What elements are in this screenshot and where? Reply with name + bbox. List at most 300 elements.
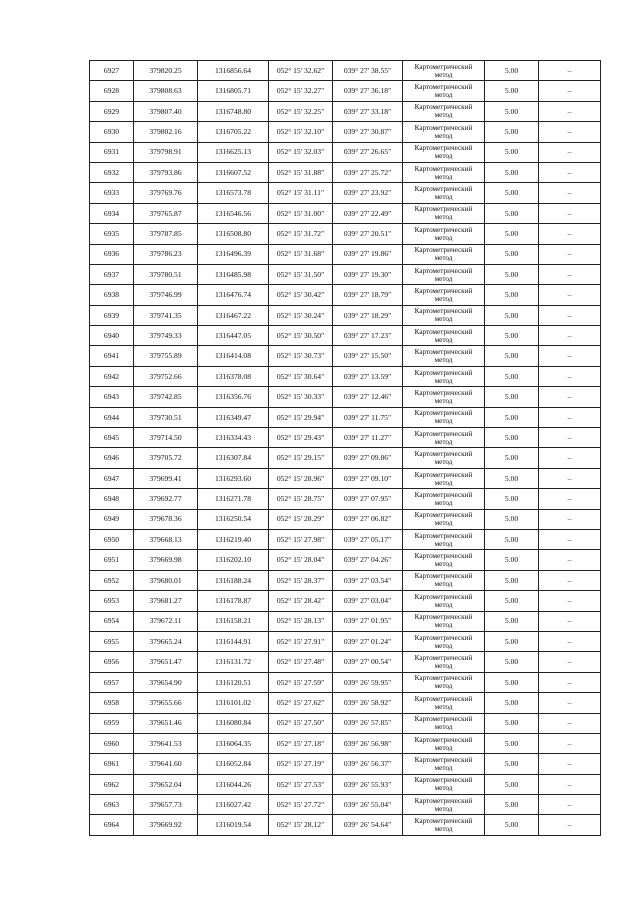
x-coordinate-cell: 379699.41 [134,468,198,488]
y-coordinate-cell: 1316447.05 [198,326,269,346]
method-cell [403,652,485,672]
x-coordinate-cell: 379678.36 [134,509,198,529]
table-row [90,529,601,549]
table-row [90,448,601,468]
y-coordinate-cell: 1316052.84 [198,754,269,774]
dash-cell: – [539,387,601,407]
dash-cell: – [539,142,601,162]
longitude-cell: 039° 27' 05.17" [333,529,403,549]
x-coordinate-cell: 379741.35 [134,305,198,325]
method-line2: метод [434,560,453,569]
dash-cell: – [539,631,601,651]
longitude-cell: 039° 27' 26.65" [333,142,403,162]
method-line2: метод [434,763,453,772]
y-coordinate-cell: 1316178.87 [198,591,269,611]
method-cell [403,591,485,611]
x-coordinate-cell: 379765.87 [134,203,198,223]
x-coordinate-cell: 379820.25 [134,61,198,81]
x-coordinate-cell: 379769.76 [134,183,198,203]
accuracy-cell: 5.00 [485,652,539,672]
dash-cell: – [539,489,601,509]
latitude-cell: 052° 15' 32.10" [269,122,333,142]
method-cell [403,224,485,244]
accuracy-cell: 5.00 [485,550,539,570]
table-row [90,203,601,223]
method-cell [403,183,485,203]
method-line1: Картометрический [414,266,473,275]
dash-cell: – [539,550,601,570]
method-line2: метод [434,580,453,589]
dash-cell: – [539,81,601,101]
table-row [90,754,601,774]
latitude-cell: 052° 15' 28.37" [269,570,333,590]
y-coordinate-cell: 1316476.74 [198,285,269,305]
x-coordinate-cell: 379798.91 [134,142,198,162]
method-cell [403,509,485,529]
method-line1: Картометрический [414,796,473,805]
table-row [90,305,601,325]
method-cell [403,672,485,692]
x-coordinate-cell: 379705.72 [134,448,198,468]
accuracy-cell: 5.00 [485,366,539,386]
method-line1: Картометрический [414,123,473,132]
dash-cell: – [539,203,601,223]
table-row [90,81,601,101]
accuracy-cell: 5.00 [485,61,539,81]
latitude-cell: 052° 15' 27.53" [269,774,333,794]
x-coordinate-cell: 379755.89 [134,346,198,366]
method-line1: Картометрический [414,185,473,194]
point-number-cell: 6956 [90,652,134,672]
y-coordinate-cell: 1316748.80 [198,101,269,121]
method-line2: метод [434,254,453,263]
longitude-cell: 039° 27' 17.23" [333,326,403,346]
method-line1: Картометрический [414,368,473,377]
method-line2: метод [434,213,453,222]
latitude-cell: 052° 15' 27.91" [269,631,333,651]
method-line1: Картометрический [414,388,473,397]
dash-cell: – [539,326,601,346]
method-line1: Картометрический [414,755,473,764]
x-coordinate-cell: 379665.24 [134,631,198,651]
table-row [90,713,601,733]
y-coordinate-cell: 1316805.71 [198,81,269,101]
y-coordinate-cell: 1316019.54 [198,815,269,835]
table-row [90,733,601,753]
method-cell [403,346,485,366]
method-line2: метод [434,498,453,507]
method-line2: метод [434,152,453,161]
point-number-cell: 6930 [90,122,134,142]
latitude-cell: 052° 15' 27.59" [269,672,333,692]
x-coordinate-cell: 379655.66 [134,693,198,713]
dash-cell: – [539,183,601,203]
method-cell [403,733,485,753]
table-row [90,326,601,346]
accuracy-cell: 5.00 [485,122,539,142]
method-cell [403,815,485,835]
table-row [90,774,601,794]
latitude-cell: 052° 15' 31.11" [269,183,333,203]
latitude-cell: 052° 15' 32.25" [269,101,333,121]
point-number-cell: 6940 [90,326,134,346]
longitude-cell: 039° 27' 20.51" [333,224,403,244]
method-cell [403,489,485,509]
point-number-cell: 6954 [90,611,134,631]
y-coordinate-cell: 1316250.54 [198,509,269,529]
method-line2: метод [434,335,453,344]
longitude-cell: 039° 27' 11.75" [333,407,403,427]
dash-cell: – [539,672,601,692]
y-coordinate-cell: 1316546.56 [198,203,269,223]
method-line1: Картометрический [414,654,473,663]
x-coordinate-cell: 379752.66 [134,366,198,386]
y-coordinate-cell: 1316064.35 [198,733,269,753]
latitude-cell: 052° 15' 29.43" [269,428,333,448]
longitude-cell: 039° 26' 55.04" [333,795,403,815]
x-coordinate-cell: 379807.40 [134,101,198,121]
latitude-cell: 052° 15' 27.50" [269,713,333,733]
x-coordinate-cell: 379669.92 [134,815,198,835]
method-line2: метод [434,641,453,650]
table-row [90,122,601,142]
longitude-cell: 039° 27' 18.29" [333,305,403,325]
longitude-cell: 039° 27' 23.92" [333,183,403,203]
point-number-cell: 6962 [90,774,134,794]
table-row [90,183,601,203]
method-line2: метод [434,417,453,426]
longitude-cell: 039° 27' 09.86" [333,448,403,468]
table-row [90,570,601,590]
dash-cell: – [539,305,601,325]
y-coordinate-cell: 1316120.51 [198,672,269,692]
x-coordinate-cell: 379681.27 [134,591,198,611]
table-row [90,346,601,366]
method-cell [403,122,485,142]
method-line1: Картометрический [414,715,473,724]
longitude-cell: 039° 27' 30.87" [333,122,403,142]
method-line2: метод [434,376,453,385]
dash-cell: – [539,509,601,529]
point-number-cell: 6927 [90,61,134,81]
point-number-cell: 6929 [90,101,134,121]
x-coordinate-cell: 379651.46 [134,713,198,733]
x-coordinate-cell: 379692.77 [134,489,198,509]
point-number-cell: 6944 [90,407,134,427]
x-coordinate-cell: 379746.99 [134,285,198,305]
point-number-cell: 6942 [90,366,134,386]
latitude-cell: 052° 15' 28.13" [269,611,333,631]
method-cell [403,631,485,651]
y-coordinate-cell: 1316573.78 [198,183,269,203]
method-line2: метод [434,723,453,732]
point-number-cell: 6947 [90,468,134,488]
coordinates-table [89,60,601,836]
accuracy-cell: 5.00 [485,81,539,101]
method-line1: Картометрический [414,307,473,316]
method-line2: метод [434,294,453,303]
table-row [90,631,601,651]
y-coordinate-cell: 1316101.02 [198,693,269,713]
dash-cell: – [539,407,601,427]
latitude-cell: 052° 15' 32.27" [269,81,333,101]
point-number-cell: 6938 [90,285,134,305]
method-line1: Картометрический [414,83,473,92]
accuracy-cell: 5.00 [485,489,539,509]
accuracy-cell: 5.00 [485,713,539,733]
table-row [90,264,601,284]
method-cell [403,448,485,468]
method-cell [403,81,485,101]
method-cell [403,754,485,774]
accuracy-cell: 5.00 [485,591,539,611]
y-coordinate-cell: 1316080.84 [198,713,269,733]
y-coordinate-cell: 1316334.43 [198,428,269,448]
y-coordinate-cell: 1316271.78 [198,489,269,509]
y-coordinate-cell: 1316467.22 [198,305,269,325]
latitude-cell: 052° 15' 31.68" [269,244,333,264]
method-line2: метод [434,315,453,324]
dash-cell: – [539,815,601,835]
method-line2: метод [434,662,453,671]
method-line1: Картометрический [414,164,473,173]
method-line1: Картометрический [414,776,473,785]
method-line2: метод [434,274,453,283]
method-cell [403,468,485,488]
method-line1: Картометрический [414,817,473,826]
dash-cell: – [539,774,601,794]
latitude-cell: 052° 15' 31.50" [269,264,333,284]
table-row [90,468,601,488]
method-line1: Картометрический [414,103,473,112]
x-coordinate-cell: 379787.85 [134,224,198,244]
method-line1: Картометрический [414,225,473,234]
x-coordinate-cell: 379808.63 [134,81,198,101]
x-coordinate-cell: 379657.73 [134,795,198,815]
dash-cell: – [539,346,601,366]
method-line1: Картометрический [414,470,473,479]
y-coordinate-cell: 1316044.26 [198,774,269,794]
accuracy-cell: 5.00 [485,305,539,325]
x-coordinate-cell: 379780.51 [134,264,198,284]
method-cell [403,693,485,713]
table-row [90,407,601,427]
method-cell [403,387,485,407]
table-row [90,509,601,529]
method-line1: Картометрический [414,531,473,540]
point-number-cell: 6933 [90,183,134,203]
longitude-cell: 039° 27' 11.27" [333,428,403,448]
longitude-cell: 039° 27' 36.18" [333,81,403,101]
latitude-cell: 052° 15' 28.75" [269,489,333,509]
accuracy-cell: 5.00 [485,448,539,468]
y-coordinate-cell: 1316705.22 [198,122,269,142]
dash-cell: – [539,754,601,774]
method-line2: метод [434,396,453,405]
y-coordinate-cell: 1316293.60 [198,468,269,488]
longitude-cell: 039° 27' 01.95" [333,611,403,631]
latitude-cell: 052° 15' 27.18" [269,733,333,753]
method-line1: Картометрический [414,674,473,683]
table-row [90,387,601,407]
method-cell [403,570,485,590]
point-number-cell: 6931 [90,142,134,162]
latitude-cell: 052° 15' 28.29" [269,509,333,529]
method-line1: Картометрический [414,694,473,703]
longitude-cell: 039° 26' 59.95" [333,672,403,692]
method-line2: метод [434,172,453,181]
y-coordinate-cell: 1316158.21 [198,611,269,631]
method-line2: метод [434,131,453,140]
point-number-cell: 6946 [90,448,134,468]
accuracy-cell: 5.00 [485,101,539,121]
longitude-cell: 039° 27' 33.18" [333,101,403,121]
longitude-cell: 039° 26' 54.64" [333,815,403,835]
method-line2: метод [434,356,453,365]
accuracy-cell: 5.00 [485,203,539,223]
method-line1: Картометрический [414,572,473,581]
latitude-cell: 052° 15' 31.88" [269,162,333,182]
method-line2: метод [434,111,453,120]
latitude-cell: 052° 15' 30.24" [269,305,333,325]
method-cell [403,611,485,631]
table-row [90,489,601,509]
y-coordinate-cell: 1316414.08 [198,346,269,366]
method-line2: метод [434,70,453,79]
method-line2: метод [434,784,453,793]
y-coordinate-cell: 1316349.47 [198,407,269,427]
method-line1: Картометрический [414,450,473,459]
x-coordinate-cell: 379669.98 [134,550,198,570]
accuracy-cell: 5.00 [485,774,539,794]
point-number-cell: 6963 [90,795,134,815]
accuracy-cell: 5.00 [485,162,539,182]
table-row [90,162,601,182]
method-line2: метод [434,91,453,100]
longitude-cell: 039° 27' 22.49" [333,203,403,223]
longitude-cell: 039° 26' 58.92" [333,693,403,713]
point-number-cell: 6945 [90,428,134,448]
longitude-cell: 039° 27' 18.79" [333,285,403,305]
table-row [90,142,601,162]
accuracy-cell: 5.00 [485,795,539,815]
point-number-cell: 6928 [90,81,134,101]
method-line1: Картометрический [414,735,473,744]
y-coordinate-cell: 1316485.98 [198,264,269,284]
x-coordinate-cell: 379680.01 [134,570,198,590]
table-row [90,61,601,81]
method-cell [403,550,485,570]
y-coordinate-cell: 1316307.84 [198,448,269,468]
y-coordinate-cell: 1316625.13 [198,142,269,162]
point-number-cell: 6960 [90,733,134,753]
method-line1: Картометрический [414,348,473,357]
dash-cell: – [539,529,601,549]
method-line1: Картометрический [414,592,473,601]
method-cell [403,407,485,427]
longitude-cell: 039° 27' 07.95" [333,489,403,509]
point-number-cell: 6949 [90,509,134,529]
method-cell [403,61,485,81]
accuracy-cell: 5.00 [485,285,539,305]
dash-cell: – [539,795,601,815]
dash-cell: – [539,611,601,631]
x-coordinate-cell: 379641.60 [134,754,198,774]
latitude-cell: 052° 15' 30.33" [269,387,333,407]
latitude-cell: 052° 15' 28.04" [269,550,333,570]
dash-cell: – [539,224,601,244]
method-line2: метод [434,600,453,609]
table-row [90,224,601,244]
latitude-cell: 052° 15' 29.15" [269,448,333,468]
latitude-cell: 052° 15' 29.94" [269,407,333,427]
dash-cell: – [539,264,601,284]
longitude-cell: 039° 27' 00.54" [333,652,403,672]
longitude-cell: 039° 26' 56.98" [333,733,403,753]
y-coordinate-cell: 1316356.76 [198,387,269,407]
dash-cell: – [539,101,601,121]
dash-cell: – [539,693,601,713]
x-coordinate-cell: 379654.90 [134,672,198,692]
x-coordinate-cell: 379749.33 [134,326,198,346]
method-cell [403,713,485,733]
accuracy-cell: 5.00 [485,468,539,488]
y-coordinate-cell: 1316131.72 [198,652,269,672]
latitude-cell: 052° 15' 31.00" [269,203,333,223]
longitude-cell: 039° 27' 03.04" [333,591,403,611]
table-row [90,591,601,611]
point-number-cell: 6958 [90,693,134,713]
method-line1: Картометрический [414,286,473,295]
method-line2: метод [434,539,453,548]
point-number-cell: 6959 [90,713,134,733]
latitude-cell: 052° 15' 27.98" [269,529,333,549]
dash-cell: – [539,591,601,611]
method-cell [403,305,485,325]
dash-cell: – [539,285,601,305]
accuracy-cell: 5.00 [485,183,539,203]
longitude-cell: 039° 27' 01.24" [333,631,403,651]
point-number-cell: 6948 [90,489,134,509]
method-line2: метод [434,682,453,691]
longitude-cell: 039° 26' 57.85" [333,713,403,733]
accuracy-cell: 5.00 [485,264,539,284]
method-line1: Картометрический [414,144,473,153]
longitude-cell: 039° 26' 56.37" [333,754,403,774]
y-coordinate-cell: 1316144.91 [198,631,269,651]
dash-cell: – [539,448,601,468]
method-line2: метод [434,743,453,752]
method-cell [403,285,485,305]
latitude-cell: 052° 15' 30.42" [269,285,333,305]
method-line1: Картометрический [414,490,473,499]
accuracy-cell: 5.00 [485,672,539,692]
method-cell [403,795,485,815]
latitude-cell: 052° 15' 27.19" [269,754,333,774]
latitude-cell: 052° 15' 30.50" [269,326,333,346]
y-coordinate-cell: 1316856.64 [198,61,269,81]
y-coordinate-cell: 1316202.10 [198,550,269,570]
x-coordinate-cell: 379742.85 [134,387,198,407]
latitude-cell: 052° 15' 30.73" [269,346,333,366]
accuracy-cell: 5.00 [485,224,539,244]
dash-cell: – [539,713,601,733]
accuracy-cell: 5.00 [485,509,539,529]
latitude-cell: 052° 15' 27.72" [269,795,333,815]
point-number-cell: 6961 [90,754,134,774]
method-line2: метод [434,193,453,202]
method-line1: Картометрический [414,62,473,71]
